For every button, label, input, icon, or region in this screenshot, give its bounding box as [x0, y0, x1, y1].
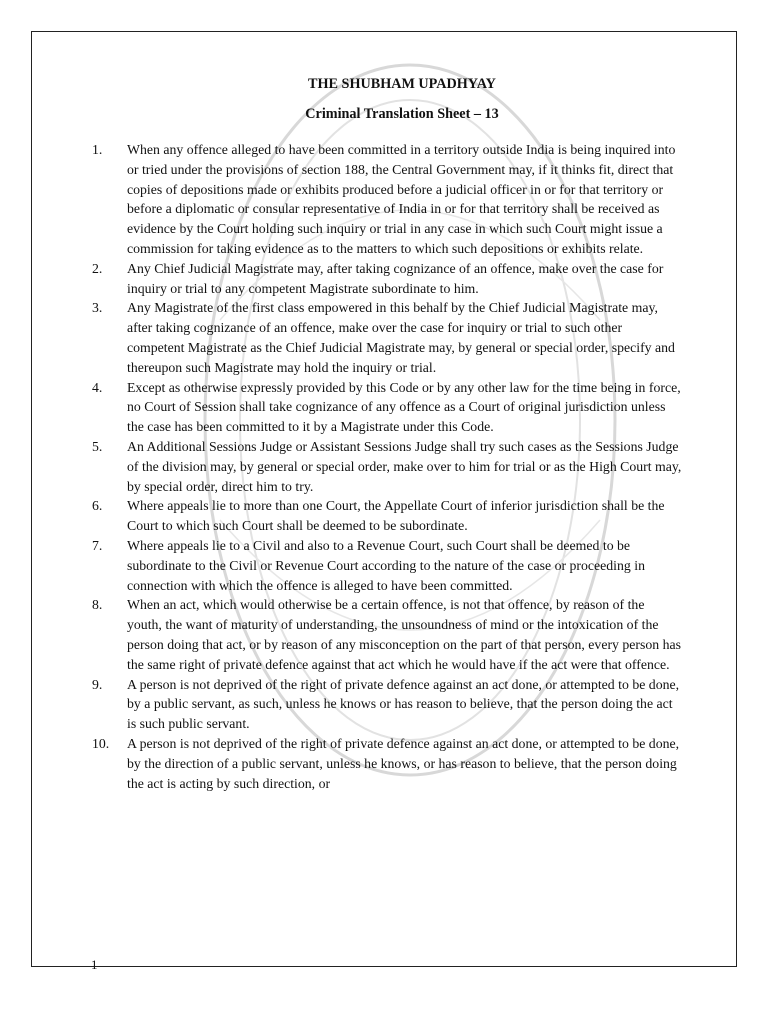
item-number: 6.	[92, 498, 103, 514]
item-number: 4.	[92, 379, 103, 395]
item-number: 3.	[92, 300, 103, 316]
item-text: Except as otherwise expressly provided by this Code or by any other law for the time being in force, no Court of Session shall take cognizance of any offence as a Court of original jurisdiction unless the case has been committed to it by a Magistrate under this Code.	[127, 379, 681, 435]
item-text: Any Chief Judicial Magistrate may, after taking cognizance of an offence, make over the case for inquiry or trial to any competent Magistrate subordinate to him.	[127, 260, 664, 296]
list-item	[92, 298, 682, 377]
item-number: 1.	[92, 142, 103, 157]
item-text: A person is not deprived of the right of private defence against an act done, or attempted to be done, by the direction of a public servant, unless he knows, or has reason to believe, that the person doing the act is acting by such direction, or	[127, 735, 680, 791]
item-text: Where appeals lie to more than one Court, the Appellate Court of inferior jurisdiction shall be the Court to which such Court shall be deemed to be subordinate.	[127, 498, 665, 534]
list-item	[92, 734, 682, 793]
item-number: 10.	[92, 735, 110, 751]
item-text: A person is not deprived of the right of private defence against an act done, or attempted to be done, by a public servant, as such, unless he knows or has reason to believe, that the person doing the act is such public servant.	[127, 676, 680, 732]
item-text: An Additional Sessions Judge or Assistant Sessions Judge shall try such cases as the Sessions Judge of the division may, by general or special order, make over to him for trial or as the High Court may, by special order, direct him to try.	[127, 438, 682, 494]
item-text: When any offence alleged to have been committed in a territory outside India is being inquired into or tried under the provisions of section 188, the Central Government may, if it thinks fit, direct that copies of depositions made or exhibits produced before a judicial officer in or for that territory or before a diplomatic or consular representative of India in or for that territory shall be received as evidence by the Court holding such inquiry or trial in any case in which such Court might issue a commission for taking evidence as to the matters to which such depositions or exhibits relate.	[127, 142, 676, 256]
item-text: When an act, which would otherwise be a certain offence, is not that offence, by reason of the youth, the want of maturity of understanding, the unsoundness of mind or the intoxication of the person doing that act, or by reason of any misconception on the part of that person, every person has the same right of private defence against that act which he would have if the act were that offence.	[127, 597, 682, 672]
item-text: Where appeals lie to a Civil and also to a Revenue Court, such Court shall be deemed to be subordinate to the Civil or Revenue Court according to the nature of the case or proceeding in connection with which the offence is alleged to have been committed.	[127, 537, 645, 593]
list-item	[92, 536, 682, 595]
translation-items-list	[92, 140, 682, 793]
document-subtitle: Criminal Translation Sheet – 13	[305, 106, 499, 122]
page-number: 1	[91, 957, 98, 972]
item-number: 5.	[92, 438, 103, 454]
document-title: THE SHUBHAM UPADHYAY	[308, 76, 496, 92]
list-item	[92, 675, 682, 734]
item-number: 7.	[92, 537, 103, 553]
item-text: Any Magistrate of the first class empowered in this behalf by the Chief Judicial Magistrate may, after taking cognizance of an offence, make over the case for inquiry or trial to such other competent Magistrate as the Chief Judicial Magistrate may, by general or special order, specify and thereupon such Magistrate may hold the inquiry or trial.	[127, 300, 675, 375]
list-item	[92, 259, 682, 299]
list-item	[92, 437, 682, 496]
list-item	[92, 378, 682, 437]
list-item	[92, 496, 682, 536]
item-number: 8.	[92, 597, 103, 613]
item-number: 9.	[92, 676, 103, 692]
list-item	[92, 140, 682, 259]
list-item	[92, 595, 682, 674]
item-number: 2.	[92, 260, 103, 276]
